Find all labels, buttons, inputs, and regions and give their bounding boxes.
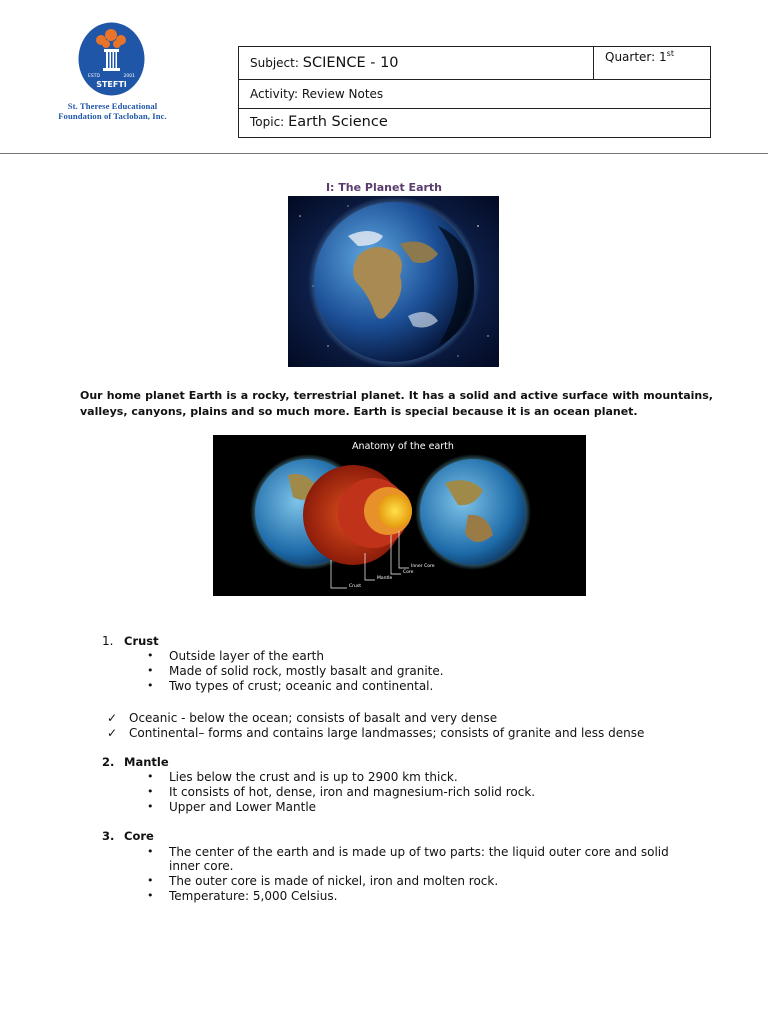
bullet-dot: • [147, 679, 154, 692]
subject-value: SCIENCE - 10 [302, 55, 399, 71]
subject-cell [239, 47, 594, 80]
school-name [30, 101, 195, 121]
logo-year: 2001 [123, 74, 135, 79]
logo-est: ESTD [88, 74, 100, 79]
earth-anatomy-image [213, 435, 586, 596]
topic-value: Earth Science [288, 114, 388, 130]
mantle-number: 2. [102, 755, 115, 769]
bullet-dot: • [147, 664, 154, 677]
quarter-label: Quarter: [605, 50, 656, 64]
anatomy-label-crust: Crust [349, 584, 361, 589]
school-name-line2: Foundation of Tacloban, Inc. [58, 111, 167, 121]
core-heading: Core [124, 829, 154, 843]
topic-cell [239, 109, 710, 137]
crust-bullet-2: Made of solid rock, mostly basalt and granite. [169, 664, 444, 678]
quarter-suffix: st [666, 49, 674, 58]
core-bullet-1: The center of the earth and is made up of two parts: the liquid outer core and solid [169, 845, 669, 859]
school-name-line1: St. Therese Educational [67, 101, 158, 111]
anatomy-title: Anatomy of the earth [352, 441, 454, 452]
anatomy-label-mantle: Mantle [377, 576, 393, 581]
section-title: I: The Planet Earth [325, 181, 443, 194]
mantle-bullet-3: Upper and Lower Mantle [169, 800, 317, 814]
core-number: 3. [102, 829, 115, 843]
activity-label: Activity: [250, 87, 299, 101]
bullet-dot: • [147, 889, 154, 902]
crust-bullet-1: Outside layer of the earth [169, 649, 324, 663]
subject-label: Subject: [250, 56, 299, 70]
crust-type-continental: Continental– forms and contains large landmasses; consists of granite and less dense [129, 726, 645, 740]
logo-text: STEFTI [96, 80, 127, 89]
bullet-dot: • [147, 770, 154, 783]
anatomy-label-core: Core [403, 570, 414, 575]
core-bullet-2: The outer core is made of nickel, iron and molten rock. [169, 874, 499, 888]
mantle-heading: Mantle [124, 755, 169, 769]
core-bullet-3: Temperature: 5,000 Celsius. [169, 889, 338, 903]
quarter-cell [594, 47, 710, 80]
mantle-bullet-1: Lies below the crust and is up to 2900 km thick. [169, 770, 458, 784]
bullet-dot: • [147, 874, 154, 887]
check-icon: ✓ [107, 726, 118, 740]
info-table [238, 46, 711, 138]
activity-cell [239, 80, 710, 109]
activity-value: Review Notes [301, 87, 384, 101]
anatomy-label-inner-core: Inner Core [411, 564, 435, 569]
school-logo [78, 22, 145, 96]
bullet-dot: • [147, 649, 154, 662]
topic-label: Topic: [250, 115, 285, 129]
bullet-dot: • [147, 785, 154, 798]
intro-paragraph: Our home planet Earth is a rocky, terrestrial planet. It has a solid and active surface with mountains, valleys, canyons, plains and so much more. Earth is special because it is an ocean planet. [80, 389, 713, 418]
crust-bullet-3: Two types of crust; oceanic and continental. [169, 679, 434, 693]
crust-type-oceanic: Oceanic - below the ocean; consists of basalt and very dense [129, 711, 498, 725]
mantle-bullet-2: It consists of hot, dense, iron and magnesium-rich solid rock. [169, 785, 536, 799]
header-divider [0, 153, 768, 154]
core-bullet-1-cont: inner core. [169, 859, 234, 873]
bullet-dot: • [147, 845, 154, 858]
planet-earth-image [288, 196, 499, 367]
check-icon: ✓ [107, 711, 118, 725]
bullet-dot: • [147, 800, 154, 813]
crust-heading: Crust [124, 634, 159, 648]
quarter-value: 1 [659, 50, 667, 64]
crust-number: 1. [102, 634, 114, 648]
